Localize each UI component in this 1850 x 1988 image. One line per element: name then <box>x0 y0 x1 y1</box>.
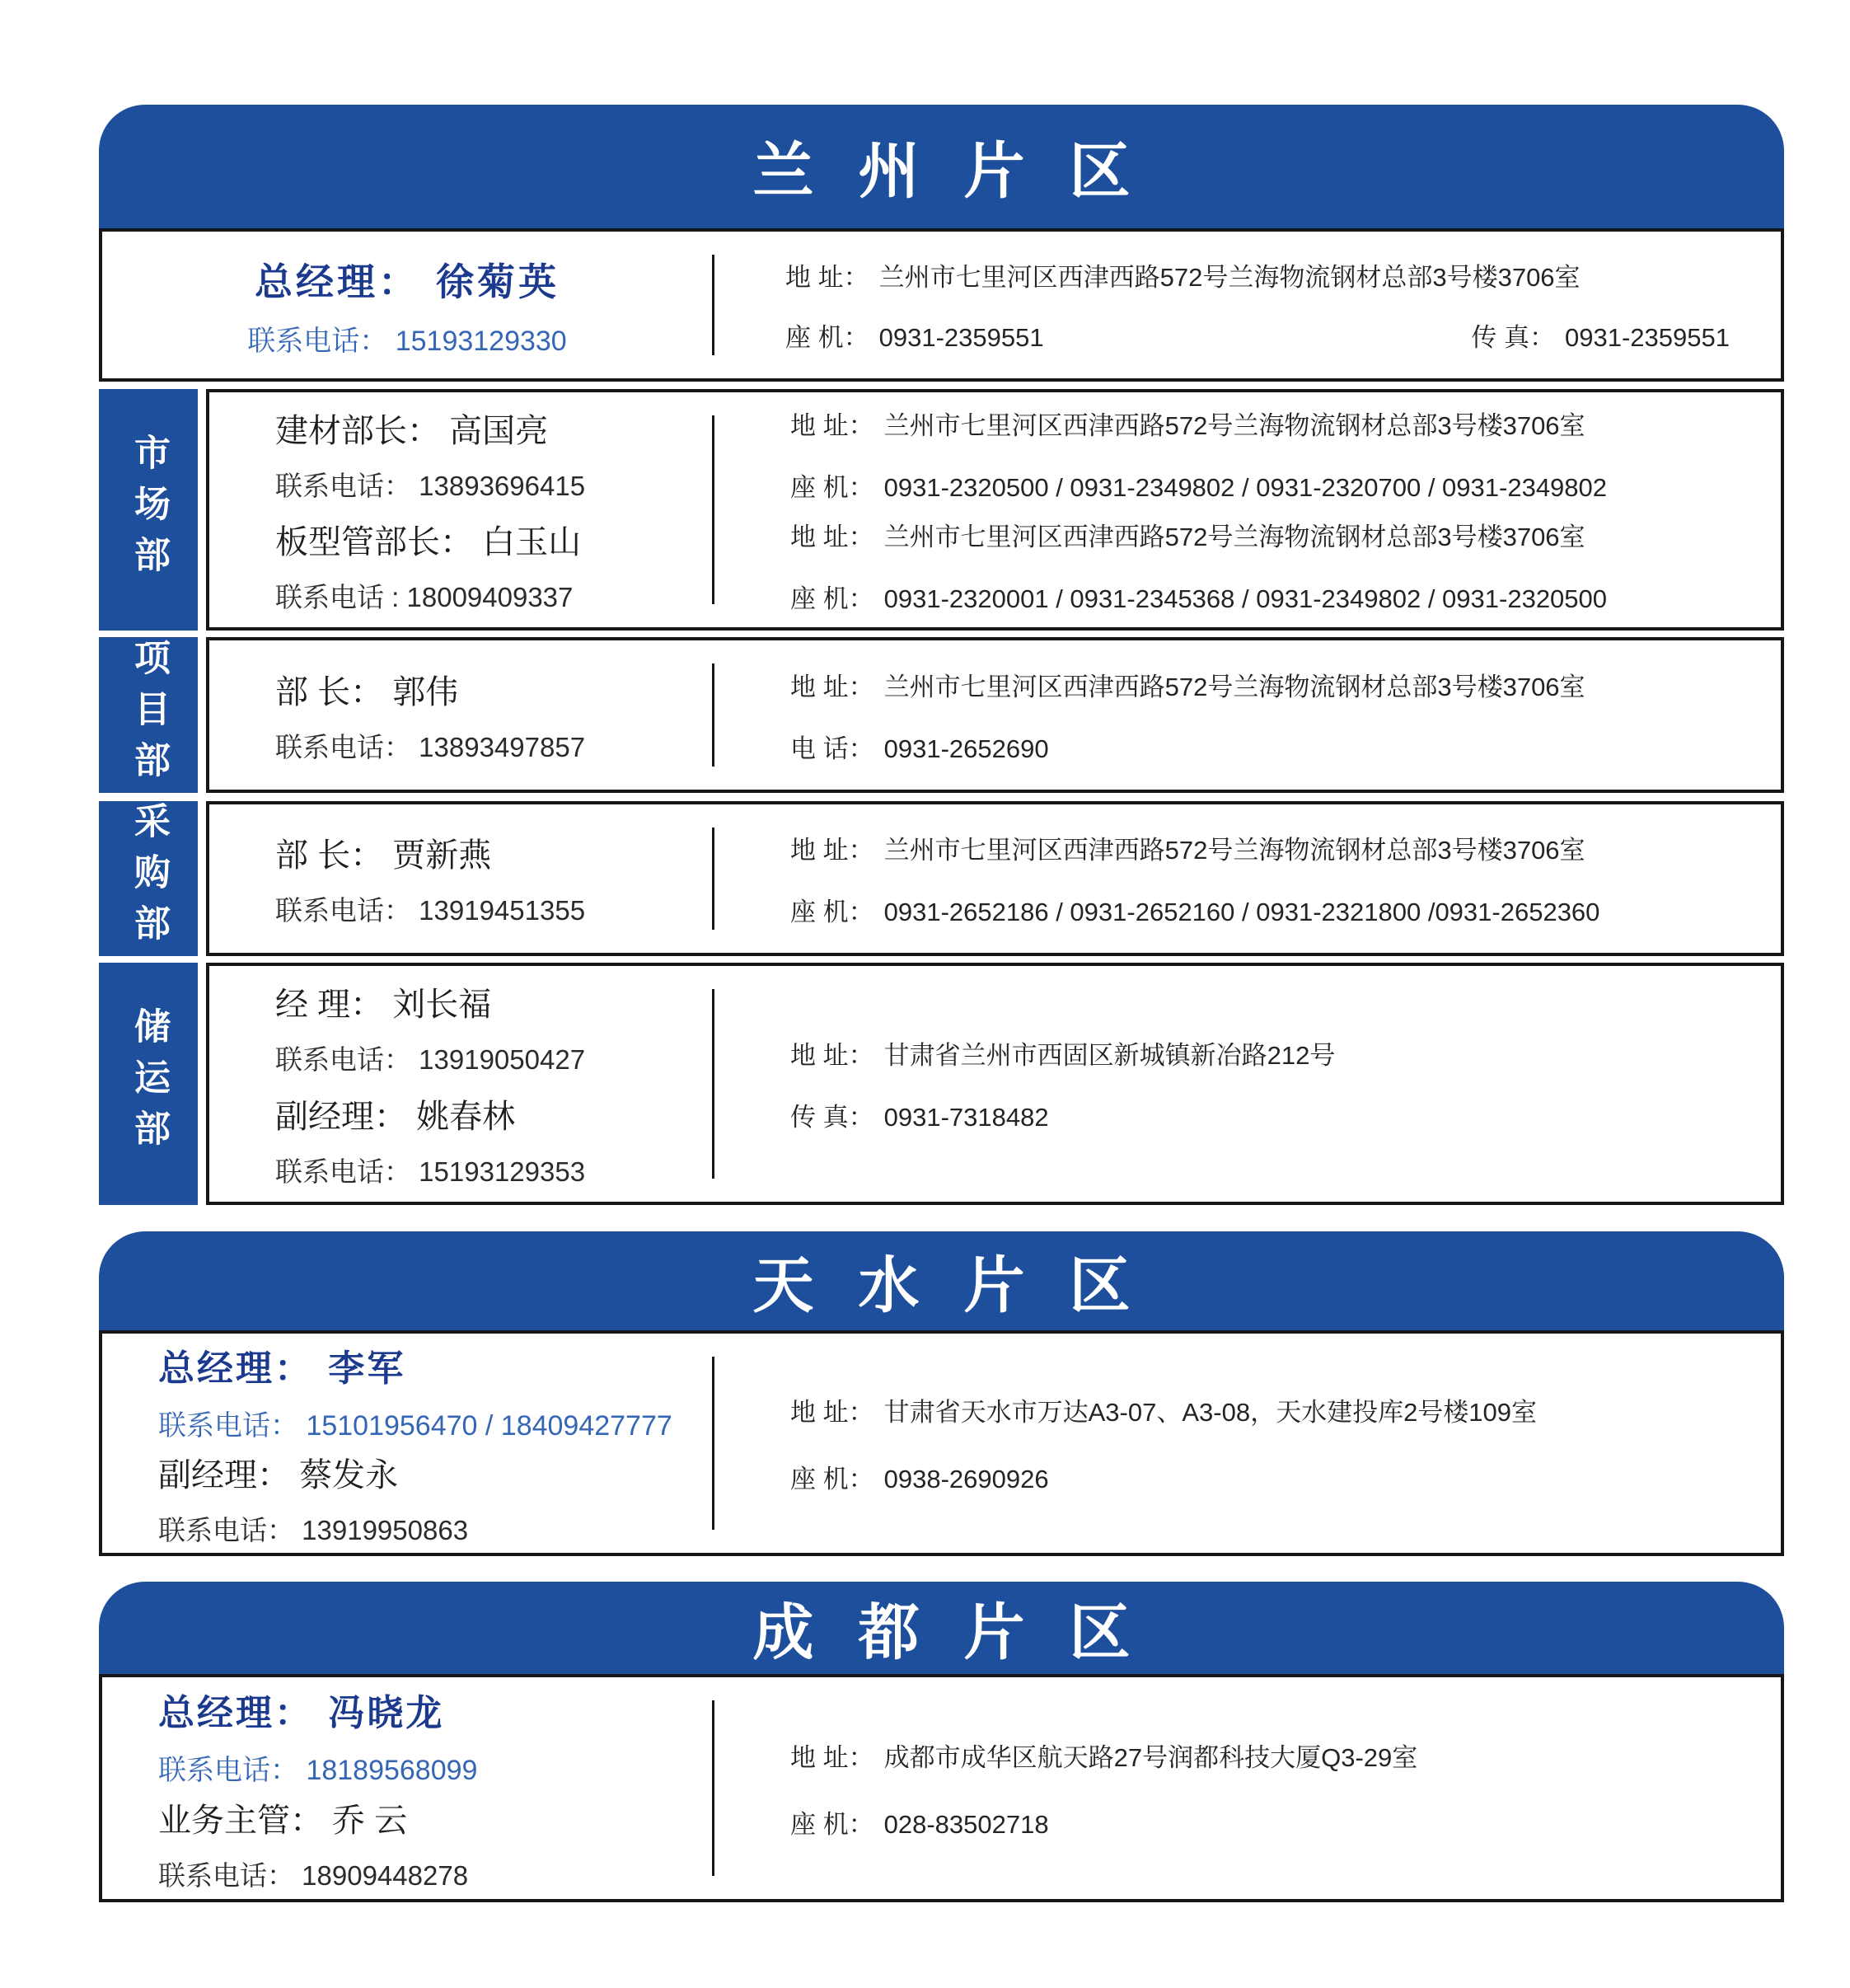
landline-value: 0931-2320001 / 0931-2345368 / 0931-2349802 / 0931-2320500 <box>883 584 1608 613</box>
person-role: 经 理： 刘长福 <box>275 987 492 1024</box>
address-value: 成都市成华区航天路27号润都科技大厦Q3-29室 <box>883 1742 1418 1772</box>
dept-label-project <box>99 637 198 793</box>
fax-label: 传 真： <box>1471 323 1556 352</box>
person-phone: 联系电话： 18189568099 <box>158 1755 478 1787</box>
dept-label-text: 采购部 <box>129 802 169 955</box>
person-entry <box>275 978 712 1077</box>
dept-contact-blocks <box>714 640 1781 790</box>
dept-row-purchasing <box>99 801 1784 956</box>
address-label: 地 址： <box>790 411 874 440</box>
tianshui-box <box>99 1330 1784 1556</box>
address-row <box>790 405 1758 442</box>
dept-contact-blocks <box>714 804 1781 953</box>
region-banner-tianshui <box>99 1231 1784 1330</box>
person-phone: 联系电话： 13919950863 <box>158 1514 469 1545</box>
dept-label-text: 市场部 <box>129 433 169 587</box>
person-entry <box>275 666 712 765</box>
person-phone: 联系电话： 15101956470 / 18409427777 <box>158 1410 672 1442</box>
landline-label: 座 机： <box>785 323 869 352</box>
landline-value: 0931-2320500 / 0931-2349802 / 0931-2320700 / 0931-2349802 <box>883 473 1608 502</box>
dept-people <box>209 966 712 1202</box>
person-role: 板型管部长： 白玉山 <box>275 524 582 560</box>
lanzhou-gm-left <box>102 232 712 378</box>
landline-label: 座 机： <box>790 898 874 926</box>
landline-label: 座 机： <box>790 1465 874 1493</box>
dept-people <box>209 392 712 627</box>
dept-people <box>209 640 712 790</box>
phone-row <box>790 728 1758 765</box>
person-role: 部 长： 贾新燕 <box>275 837 492 874</box>
person-phone: 联系电话： 13893497857 <box>275 731 586 762</box>
lanzhou-gm-right <box>714 232 1781 378</box>
person-entry <box>275 516 712 615</box>
phone-label: 电 话： <box>790 734 874 763</box>
dept-row-marketing <box>99 389 1784 631</box>
dept-box-project <box>206 637 1784 793</box>
person-entry <box>158 1449 712 1548</box>
address-row <box>790 666 1758 703</box>
address-label: 地 址： <box>790 836 874 865</box>
landline-row <box>790 1803 1758 1840</box>
person-phone: 联系电话： 15193129353 <box>275 1156 586 1187</box>
fax-value: 0931-7318482 <box>883 1103 1049 1132</box>
landline-value: 0931-2359551 <box>878 323 1044 352</box>
address-value: 甘肃省兰州市西固区新城镇新冶路212号 <box>883 1041 1336 1070</box>
person-phone: 联系电话 : 18009409337 <box>275 582 574 612</box>
address-value: 兰州市七里河区西津西路572号兰海物流钢材总部3号楼3706室 <box>878 263 1581 292</box>
address-label: 地 址： <box>785 263 869 292</box>
contact-block <box>790 516 1758 615</box>
person-phone: 联系电话： 13893696415 <box>275 471 586 501</box>
address-row <box>790 516 1758 553</box>
chengdu-contact <box>714 1677 1781 1899</box>
contact-block <box>790 1034 1758 1133</box>
landline-row <box>790 891 1758 928</box>
gm-phone-line: 联系电话： 15193129330 <box>247 325 567 357</box>
landline-label: 座 机： <box>790 473 874 502</box>
address-value: 兰州市七里河区西津西路572号兰海物流钢材总部3号楼3706室 <box>883 672 1585 701</box>
contact-block <box>790 405 1758 504</box>
landline-row <box>790 578 1758 615</box>
person-phone: 联系电话： 13919451355 <box>275 895 586 926</box>
person-phone: 联系电话： 18909448278 <box>158 1859 469 1891</box>
person-entry <box>275 1090 712 1189</box>
address-row <box>785 256 1730 293</box>
tianshui-contact <box>714 1334 1781 1553</box>
dept-contact-blocks <box>714 392 1781 627</box>
landline-pair <box>785 316 1044 354</box>
region-banner-chengdu <box>99 1582 1784 1674</box>
dept-row-project <box>99 637 1784 793</box>
landline-row <box>790 467 1758 504</box>
person-role: 总经理： 李军 <box>158 1348 406 1390</box>
dept-label-marketing <box>99 389 198 631</box>
person-entry <box>275 405 712 504</box>
person-role: 建材部长： 高国亮 <box>275 413 549 449</box>
address-value: 兰州市七里河区西津西路572号兰海物流钢材总部3号楼3706室 <box>883 523 1585 551</box>
person-entry-gm <box>158 1683 712 1788</box>
region-title-chengdu: 成都片区 <box>752 1598 1175 1667</box>
chengdu-people <box>102 1677 712 1899</box>
dept-label-storage-transport <box>99 963 198 1205</box>
address-label: 地 址： <box>790 523 874 551</box>
landline-row <box>790 1458 1758 1495</box>
chengdu-box <box>99 1674 1784 1902</box>
phone-fax-row <box>785 316 1730 354</box>
contact-block <box>790 666 1758 765</box>
dept-box-purchasing <box>206 801 1784 956</box>
address-row <box>790 1391 1758 1428</box>
address-value: 兰州市七里河区西津西路572号兰海物流钢材总部3号楼3706室 <box>883 836 1585 865</box>
lanzhou-gm-box <box>99 228 1784 382</box>
person-role: 副经理： 蔡发永 <box>158 1456 399 1493</box>
address-label: 地 址： <box>790 672 874 701</box>
dept-people <box>209 804 712 953</box>
fax-row <box>790 1096 1758 1133</box>
fax-value: 0931-2359551 <box>1565 323 1730 352</box>
person-role: 部 长： 郭伟 <box>275 673 459 710</box>
landline-label: 座 机： <box>790 1809 874 1839</box>
region-title-lanzhou: 兰州片区 <box>752 137 1175 205</box>
address-label: 地 址： <box>790 1742 874 1772</box>
address-value: 兰州市七里河区西津西路572号兰海物流钢材总部3号楼3706室 <box>883 411 1585 440</box>
fax-pair <box>1471 316 1730 354</box>
person-entry-gm <box>158 1339 712 1443</box>
person-entry <box>158 1794 712 1893</box>
region-title-tianshui: 天水片区 <box>752 1251 1175 1320</box>
dept-label-purchasing <box>99 801 198 956</box>
person-role: 业务主管： 乔 云 <box>158 1802 408 1839</box>
tianshui-people <box>102 1334 712 1553</box>
address-label: 地 址： <box>790 1041 874 1070</box>
dept-label-text: 储运部 <box>129 1007 169 1160</box>
person-role: 副经理： 姚春林 <box>275 1098 516 1135</box>
landline-value: 0938-2690926 <box>883 1465 1049 1493</box>
address-value: 甘肃省天水市万达A3-07、A3-08，天水建投库2号楼109室 <box>883 1398 1538 1427</box>
dept-label-text: 项目部 <box>129 638 169 792</box>
contact-block <box>790 829 1758 928</box>
phone-value: 0931-2652690 <box>883 734 1049 763</box>
dept-row-storage-transport <box>99 963 1784 1205</box>
dept-box-storage-transport <box>206 963 1784 1205</box>
address-row <box>790 829 1758 866</box>
address-row <box>790 1737 1758 1774</box>
dept-contact-blocks <box>714 966 1781 1202</box>
fax-label: 传 真： <box>790 1103 874 1132</box>
person-role: 总经理： 冯晓龙 <box>158 1692 445 1735</box>
person-entry <box>275 829 712 928</box>
address-row <box>790 1034 1758 1071</box>
region-banner-lanzhou <box>99 105 1784 228</box>
landline-value: 0931-2652186 / 0931-2652160 / 0931-2321800 /0931-2652360 <box>883 898 1600 926</box>
address-label: 地 址： <box>790 1398 874 1427</box>
gm-name-line: 总经理： 徐菊英 <box>254 259 560 304</box>
person-phone: 联系电话： 13919050427 <box>275 1044 586 1076</box>
dept-box-marketing <box>206 389 1784 631</box>
landline-label: 座 机： <box>790 584 874 613</box>
landline-value: 028-83502718 <box>883 1809 1049 1839</box>
